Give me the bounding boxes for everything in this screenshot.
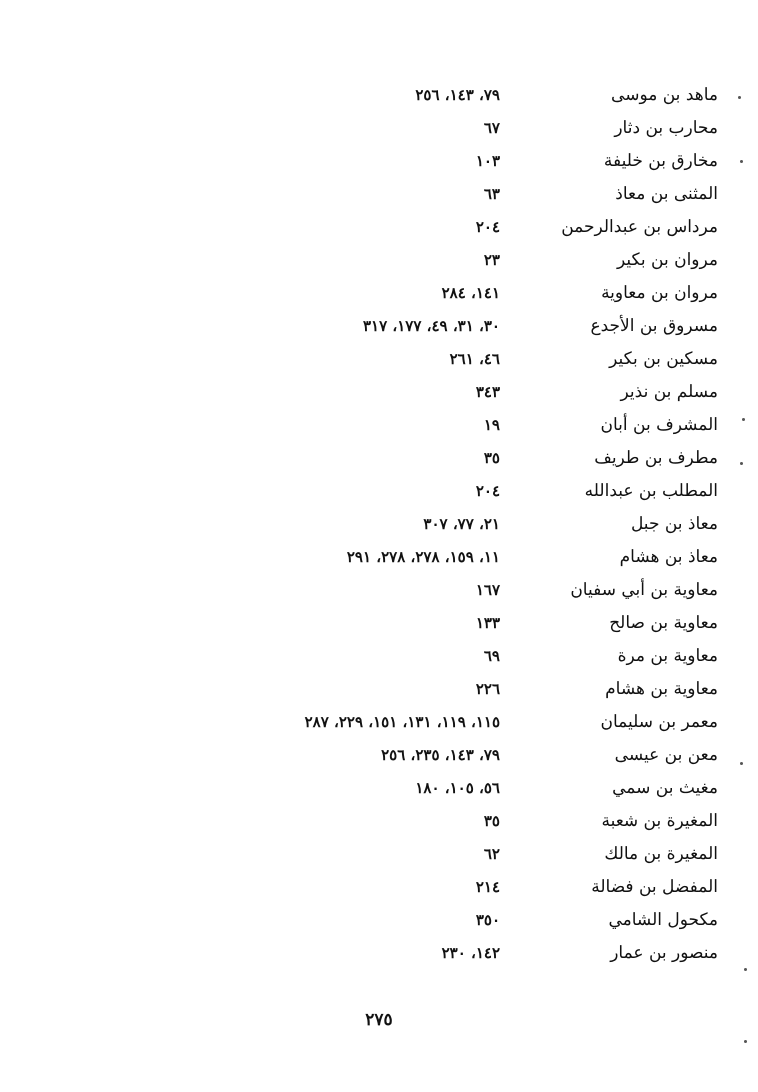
entry-page-refs: ١٠٣: [475, 152, 500, 170]
scan-speck: [744, 968, 747, 971]
entry-page-refs: ٥٦، ١٠٥، ١٨٠: [415, 779, 500, 797]
index-entry: [0, 311, 758, 344]
scan-speck: [740, 762, 743, 765]
entry-page-refs: ٢١٤: [475, 878, 500, 896]
entry-name: معمر بن سليمان: [600, 712, 718, 732]
entry-name: مطرف بن طريف: [594, 448, 718, 468]
scan-speck: [740, 160, 743, 163]
entry-name: المغيرة بن شعبة: [601, 811, 718, 831]
entry-name: منصور بن عمار: [610, 943, 718, 963]
index-entry: [0, 212, 758, 245]
index-entry: [0, 575, 758, 608]
entry-name: مروان بن بكير: [616, 250, 718, 270]
entry-name: مروان بن معاوية: [601, 283, 718, 303]
entry-page-refs: ٣٥: [483, 812, 500, 830]
entry-page-refs: ٣٥٠: [475, 911, 500, 929]
entry-page-refs: ٣٥: [483, 449, 500, 467]
entry-page-refs: ١٦٧: [475, 581, 500, 599]
index-entry: [0, 443, 758, 476]
entry-page-refs: ٧٩، ١٤٣، ٢٣٥، ٢٥٦: [381, 746, 500, 764]
index-entry: [0, 509, 758, 542]
entry-name: معن بن عيسى: [614, 745, 718, 765]
index-entry: [0, 872, 758, 905]
entry-name: المغيرة بن مالك: [604, 844, 718, 864]
entry-name: مرداس بن عبدالرحمن: [561, 217, 718, 237]
entry-name: محارب بن دثار: [614, 118, 718, 138]
entry-page-refs: ١٣٣: [475, 614, 500, 632]
index-entry: [0, 938, 758, 971]
entry-page-refs: ١٤١، ٢٨٤: [441, 284, 500, 302]
entry-page-refs: ٦٩: [483, 647, 500, 665]
scan-speck: [740, 462, 743, 465]
entry-name: معاوية بن صالح: [609, 613, 718, 633]
index-entry: [0, 839, 758, 872]
index-entry: [0, 773, 758, 806]
scan-speck: [738, 96, 741, 99]
index-entry: [0, 674, 758, 707]
entry-page-refs: ٧٩، ١٤٣، ٢٥٦: [415, 86, 500, 104]
entry-name: معاذ بن جبل: [630, 514, 718, 534]
index-entry: [0, 113, 758, 146]
entry-page-refs: ٣٤٣: [475, 383, 500, 401]
scan-speck: [744, 1040, 747, 1043]
index-entry: [0, 377, 758, 410]
index-entry: [0, 344, 758, 377]
index-entry: [0, 707, 758, 740]
entry-name: مسلم بن نذير: [620, 382, 718, 402]
index-entry: [0, 641, 758, 674]
entry-name: مغيث بن سمي: [612, 778, 718, 798]
entry-page-refs: ١٤٢، ٢٣٠: [441, 944, 500, 962]
entry-page-refs: ٦٣: [483, 185, 500, 203]
entry-page-refs: ٢٣: [483, 251, 500, 269]
entry-name: معاوية بن أبي سفيان: [570, 580, 718, 600]
entry-name: ماهد بن موسى: [611, 85, 718, 105]
index-entry: [0, 410, 758, 443]
name-index-list: [0, 80, 758, 971]
index-entry: [0, 80, 758, 113]
index-entry: [0, 179, 758, 212]
entry-name: المطلب بن عبدالله: [584, 481, 718, 501]
entry-page-refs: ٢٠٤: [475, 218, 500, 236]
entry-name: مسروق بن الأجدع: [590, 316, 718, 336]
entry-name: المشرف بن أبان: [600, 415, 718, 435]
entry-name: معاوية بن هشام: [605, 679, 718, 699]
entry-name: المثنى بن معاذ: [615, 184, 718, 204]
index-entry: [0, 608, 758, 641]
entry-page-refs: ٢٢٦: [475, 680, 500, 698]
entry-name: مكحول الشامي: [608, 910, 718, 930]
entry-page-refs: ١١٥، ١١٩، ١٣١، ١٥١، ٢٢٩، ٢٨٧: [304, 713, 500, 731]
entry-page-refs: ٢٠٤: [475, 482, 500, 500]
entry-page-refs: ٤٦، ٢٦١: [449, 350, 500, 368]
entry-page-refs: ١١، ١٥٩، ٢٧٨، ٢٧٨، ٢٩١: [346, 548, 500, 566]
entry-name: مخارق بن خليفة: [603, 151, 718, 171]
entry-name: المفضل بن فضالة: [591, 877, 718, 897]
page-number: ٢٧٥: [365, 1010, 393, 1030]
index-entry: [0, 476, 758, 509]
index-entry: [0, 245, 758, 278]
scan-speck: [742, 418, 745, 421]
entry-page-refs: ٦٧: [483, 119, 500, 137]
index-entry: [0, 806, 758, 839]
entry-page-refs: ١٩: [483, 416, 500, 434]
entry-page-refs: ٢١، ٧٧، ٣٠٧: [423, 515, 500, 533]
entry-name: معاذ بن هشام: [619, 547, 718, 567]
entry-page-refs: ٣٠، ٣١، ٤٩، ١٧٧، ٣١٧: [362, 317, 500, 335]
index-entry: [0, 905, 758, 938]
entry-name: مسكين بن بكير: [609, 349, 718, 369]
index-entry: [0, 278, 758, 311]
entry-name: معاوية بن مرة: [617, 646, 718, 666]
index-entry: [0, 542, 758, 575]
index-entry: [0, 740, 758, 773]
entry-page-refs: ٦٢: [483, 845, 500, 863]
index-entry: [0, 146, 758, 179]
